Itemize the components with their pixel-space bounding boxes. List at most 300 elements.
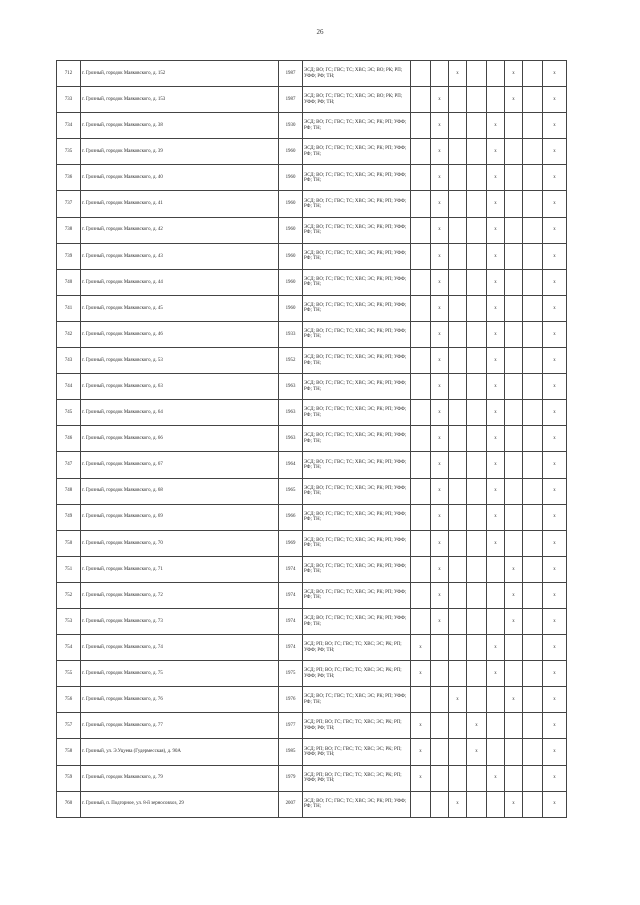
mark-cell [505,269,523,295]
mark-cell [523,556,543,582]
mark-cell [449,582,467,608]
engineering-systems: ЭСД; ВО; ГС; ГВС; ТС; ХВС; ЭС; РК; РП; УФФ; РФ; ТН; [303,374,411,400]
building-address: г. Грозный, городок Маяковского, д. 68 [81,478,279,504]
mark-cell [467,478,487,504]
mark-cell: x [487,452,505,478]
mark-cell [431,739,449,765]
mark-cell [467,530,487,556]
mark-cell: x [467,739,487,765]
building-address: г. Грозный, городок Маяковского, д. 66 [81,426,279,452]
table-row [57,608,567,634]
mark-cell: x [467,713,487,739]
row-number: 748 [57,478,81,504]
mark-cell: x [431,478,449,504]
build-year: 1987 [279,61,303,87]
row-number: 734 [57,113,81,139]
building-address: г. Грозный, городок Маяковского, д. 75 [81,661,279,687]
mark-cell [505,426,523,452]
mark-cell: x [431,217,449,243]
mark-cell [505,635,523,661]
mark-cell: x [487,348,505,374]
mark-cell: x [431,608,449,634]
mark-cell: x [431,348,449,374]
mark-cell [467,556,487,582]
building-address: г. Грозный, городок Маяковского, д. 77 [81,713,279,739]
build-year: 1960 [279,295,303,321]
row-number: 737 [57,191,81,217]
mark-cell: x [505,791,523,817]
mark-cell: x [487,765,505,791]
mark-cell [449,478,467,504]
row-number: 747 [57,452,81,478]
mark-cell [487,87,505,113]
mark-cell [449,139,467,165]
mark-cell: x [505,608,523,634]
mark-cell: x [543,243,567,269]
table-row [57,530,567,556]
mark-cell [411,530,431,556]
mark-cell [505,348,523,374]
mark-cell [523,269,543,295]
mark-cell: x [487,139,505,165]
mark-cell: x [543,426,567,452]
mark-cell [467,87,487,113]
mark-cell [467,348,487,374]
mark-cell [523,374,543,400]
building-address: г. Грозный, городок Маяковского, д. 67 [81,452,279,478]
mark-cell [411,321,431,347]
table-row [57,217,567,243]
mark-cell [449,739,467,765]
engineering-systems: ЭСД; ВО; ГС; ГВС; ТС; ХВС; ЭС; РК; РП; УФФ; РФ; ТН; [303,452,411,478]
row-number: 745 [57,400,81,426]
row-number: 752 [57,582,81,608]
mark-cell [411,87,431,113]
mark-cell [449,713,467,739]
engineering-systems: ЭСД; ВО; ГС; ГВС; ТС; ХВС; ЭС; РК; РП; УФФ; РФ; ТН; [303,217,411,243]
build-year: 1963 [279,400,303,426]
mark-cell: x [431,374,449,400]
table-row [57,478,567,504]
table-row [57,269,567,295]
building-address: г. Грозный, городок Маяковского, д. 70 [81,530,279,556]
mark-cell: x [431,113,449,139]
build-year: 1960 [279,243,303,269]
mark-cell [505,139,523,165]
building-address: г. Грозный, городок Маяковского, д. 40 [81,165,279,191]
mark-cell [467,61,487,87]
mark-cell [523,113,543,139]
table-row [57,61,567,87]
mark-cell: x [431,556,449,582]
mark-cell [449,452,467,478]
building-address: г. Грозный, городок Маяковского, д. 44 [81,269,279,295]
mark-cell [487,713,505,739]
engineering-systems: ЭСД; ВО; ГС; ГВС; ТС; ХВС; ЭС; РК; РП; УФФ; РФ; ТН; [303,478,411,504]
mark-cell: x [543,452,567,478]
building-address: г. Грозный, городок Маяковского, д. 74 [81,635,279,661]
mark-cell: x [543,400,567,426]
mark-cell [449,113,467,139]
mark-cell [523,478,543,504]
mark-cell: x [431,426,449,452]
mark-cell [505,295,523,321]
mark-cell: x [487,426,505,452]
mark-cell [467,608,487,634]
mark-cell [411,608,431,634]
mark-cell [467,217,487,243]
engineering-systems: ЭСД; ВО; ГС; ГВС; ТС; ХВС; ЭС; РК; РП; УФФ; РФ; ТН; [303,269,411,295]
mark-cell: x [431,452,449,478]
row-number: 742 [57,321,81,347]
mark-cell [411,269,431,295]
engineering-systems: ЭСД; ВО; ГС; ГВС; ТС; ХВС; ЭС; РК; РП; УФФ; РФ; ТН; [303,582,411,608]
mark-cell [487,608,505,634]
build-year: 1974 [279,635,303,661]
mark-cell [449,321,467,347]
row-number: 741 [57,295,81,321]
row-number: 758 [57,739,81,765]
build-year: 1974 [279,556,303,582]
table-row [57,295,567,321]
engineering-systems: ЭСД; ВО; ГС; ГВС; ТС; ХВС; ЭС; РК; РП; УФФ; РФ; ТН; [303,165,411,191]
building-address: г. Грозный, городок Маяковского, д. 53 [81,348,279,374]
mark-cell [467,113,487,139]
building-address: г. Грозный, городок Маяковского, д. 153 [81,87,279,113]
table-row [57,635,567,661]
row-number: 759 [57,765,81,791]
mark-cell [411,400,431,426]
build-year: 1960 [279,139,303,165]
table-row [57,165,567,191]
mark-cell [523,765,543,791]
engineering-systems: ЭСД; РП; ВО; ГС; ГВС; ТС; ХВС; ЭС; РК; РП; УФФ; РФ; ТН; [303,713,411,739]
table-row [57,739,567,765]
mark-cell: x [543,191,567,217]
table-row [57,113,567,139]
mark-cell [411,165,431,191]
mark-cell [431,713,449,739]
engineering-systems: ЭСД; ВО; ГС; ГВС; ТС; ХВС; ЭС; РК; РП; УФФ; РФ; ТН; [303,321,411,347]
mark-cell [467,295,487,321]
mark-cell [523,295,543,321]
mark-cell [449,400,467,426]
mark-cell [487,791,505,817]
build-year: 1976 [279,687,303,713]
mark-cell [523,87,543,113]
mark-cell [487,556,505,582]
mark-cell: x [411,661,431,687]
row-number: 751 [57,556,81,582]
engineering-systems: ЭСД; ВО; ГС; ГВС; ТС; ХВС; ЭС; РК; РП; УФФ; РФ; ТН; [303,295,411,321]
mark-cell: x [505,61,523,87]
build-year: 1960 [279,269,303,295]
mark-cell [523,608,543,634]
mark-cell: x [487,478,505,504]
table-row [57,687,567,713]
mark-cell: x [543,165,567,191]
mark-cell: x [431,530,449,556]
mark-cell [467,269,487,295]
row-number: 733 [57,87,81,113]
mark-cell [467,791,487,817]
mark-cell [505,243,523,269]
mark-cell: x [431,295,449,321]
build-year: 1952 [279,348,303,374]
mark-cell: x [431,504,449,530]
building-address: г. Грозный, городок Маяковского, д. 152 [81,61,279,87]
building-address: г. Грозный, п. Подгорное, ул. 8-й зерносовхоз, 29 [81,791,279,817]
mark-cell: x [487,661,505,687]
mark-cell [523,713,543,739]
mark-cell: x [543,713,567,739]
mark-cell [523,191,543,217]
mark-cell [505,452,523,478]
mark-cell: x [543,113,567,139]
mark-cell: x [543,739,567,765]
page-number: 26 [316,28,324,36]
mark-cell [467,139,487,165]
build-year: 1964 [279,452,303,478]
mark-cell: x [487,269,505,295]
engineering-systems: ЭСД; ВО; ГС; ГВС; ТС; ХВС; ЭС; ВО; РК; РП; УФФ; РФ; ТН; [303,61,411,87]
build-year: 1963 [279,426,303,452]
mark-cell: x [543,635,567,661]
mark-cell: x [411,713,431,739]
table-row [57,348,567,374]
mark-cell [487,739,505,765]
engineering-systems: ЭСД; ВО; ГС; ГВС; ТС; ХВС; ЭС; РК; РП; УФФ; РФ; ТН; [303,400,411,426]
row-number: 735 [57,139,81,165]
build-year: 1960 [279,165,303,191]
building-address: г. Грозный, городок Маяковского, д. 41 [81,191,279,217]
table-row [57,321,567,347]
table-row [57,791,567,817]
mark-cell [449,530,467,556]
mark-cell: x [543,687,567,713]
mark-cell [449,243,467,269]
mark-cell [523,348,543,374]
mark-cell: x [487,217,505,243]
mark-cell [523,635,543,661]
building-register-table [56,60,567,818]
mark-cell: x [505,582,523,608]
row-number: 744 [57,374,81,400]
build-year: 1965 [279,478,303,504]
build-year: 1985 [279,739,303,765]
build-year: 1975 [279,661,303,687]
row-number: 712 [57,61,81,87]
mark-cell: x [505,556,523,582]
mark-cell [467,243,487,269]
mark-cell: x [411,739,431,765]
engineering-systems: ЭСД; ВО; ГС; ГВС; ТС; ХВС; ЭС; РК; РП; УФФ; РФ; ТН; [303,608,411,634]
mark-cell: x [449,61,467,87]
row-number: 755 [57,661,81,687]
mark-cell [431,635,449,661]
row-number: 753 [57,608,81,634]
mark-cell [431,765,449,791]
mark-cell [449,374,467,400]
build-year: 1966 [279,504,303,530]
row-number: 756 [57,687,81,713]
building-address: г. Грозный, городок Маяковского, д. 42 [81,217,279,243]
mark-cell: x [543,791,567,817]
mark-cell [449,165,467,191]
engineering-systems: ЭСД; РП; ВО; ГС; ГВС; ТС; ХВС; ЭС; РК; РП; УФФ; РФ; ТН; [303,739,411,765]
building-address: г. Грозный, городок Маяковского, д. 71 [81,556,279,582]
mark-cell: x [487,374,505,400]
mark-cell [523,426,543,452]
mark-cell [449,269,467,295]
mark-cell [467,321,487,347]
mark-cell [505,113,523,139]
mark-cell [523,452,543,478]
mark-cell [449,608,467,634]
table-row [57,582,567,608]
mark-cell [411,452,431,478]
mark-cell [449,765,467,791]
table-row [57,87,567,113]
mark-cell [467,452,487,478]
mark-cell [505,191,523,217]
mark-cell [467,374,487,400]
mark-cell [505,530,523,556]
mark-cell: x [449,687,467,713]
mark-cell [411,426,431,452]
mark-cell: x [487,504,505,530]
engineering-systems: ЭСД; ВО; ГС; ГВС; ТС; ХВС; ЭС; РК; РП; УФФ; РФ; ТН; [303,687,411,713]
table-row [57,452,567,478]
mark-cell: x [487,530,505,556]
build-year: 1974 [279,608,303,634]
mark-cell: x [543,61,567,87]
mark-cell [411,582,431,608]
mark-cell: x [505,687,523,713]
mark-cell: x [431,321,449,347]
mark-cell [523,400,543,426]
mark-cell [467,582,487,608]
mark-cell: x [487,295,505,321]
table-row [57,374,567,400]
table-row [57,765,567,791]
mark-cell [449,295,467,321]
table-row [57,139,567,165]
mark-cell [505,661,523,687]
mark-cell [523,687,543,713]
mark-cell: x [543,321,567,347]
mark-cell: x [487,113,505,139]
mark-cell [523,139,543,165]
engineering-systems: ЭСД; ВО; ГС; ГВС; ТС; ХВС; ЭС; РК; РП; УФФ; РФ; ТН; [303,113,411,139]
mark-cell [411,478,431,504]
mark-cell [505,713,523,739]
building-address: г. Грозный, городок Маяковского, д. 79 [81,765,279,791]
mark-cell [411,374,431,400]
table-row [57,504,567,530]
build-year: 1969 [279,530,303,556]
mark-cell [505,739,523,765]
mark-cell [467,765,487,791]
mark-cell: x [487,321,505,347]
mark-cell: x [543,504,567,530]
mark-cell: x [543,661,567,687]
mark-cell [467,635,487,661]
mark-cell [523,504,543,530]
mark-cell [411,348,431,374]
table-row [57,426,567,452]
mark-cell [505,504,523,530]
mark-cell: x [543,478,567,504]
building-address: г. Грозный, городок Маяковского, д. 73 [81,608,279,634]
mark-cell [523,61,543,87]
mark-cell [523,217,543,243]
building-address: г. Грозный, городок Маяковского, д. 38 [81,113,279,139]
mark-cell [505,374,523,400]
mark-cell [411,139,431,165]
build-year: 1987 [279,87,303,113]
row-number: 738 [57,217,81,243]
mark-cell [505,400,523,426]
mark-cell: x [487,191,505,217]
mark-cell [411,191,431,217]
mark-cell: x [543,582,567,608]
mark-cell: x [431,139,449,165]
engineering-systems: ЭСД; ВО; ГС; ГВС; ТС; ХВС; ЭС; РК; РП; УФФ; РФ; ТН; [303,426,411,452]
mark-cell [523,582,543,608]
mark-cell [449,556,467,582]
building-address: г. Грозный, городок Маяковского, д. 63 [81,374,279,400]
mark-cell [523,243,543,269]
building-address: г. Грозный, городок Маяковского, д. 69 [81,504,279,530]
building-address: г. Грозный, городок Маяковского, д. 39 [81,139,279,165]
engineering-systems: ЭСД; ВО; ГС; ГВС; ТС; ХВС; ЭС; РК; РП; УФФ; РФ; ТН; [303,191,411,217]
mark-cell: x [543,348,567,374]
table-row [57,191,567,217]
mark-cell [467,426,487,452]
mark-cell [505,321,523,347]
mark-cell: x [431,582,449,608]
building-address: г. Грозный, городок Маяковского, д. 45 [81,295,279,321]
engineering-systems: ЭСД; РП; ВО; ГС; ГВС; ТС; ХВС; ЭС; РК; РП; УФФ; РФ; ТН; [303,661,411,687]
row-number: 743 [57,348,81,374]
mark-cell: x [487,243,505,269]
mark-cell [411,504,431,530]
mark-cell: x [543,295,567,321]
mark-cell: x [431,87,449,113]
mark-cell: x [487,400,505,426]
build-year: 1930 [279,113,303,139]
mark-cell: x [543,556,567,582]
table-row [57,713,567,739]
mark-cell [487,61,505,87]
mark-cell [523,321,543,347]
mark-cell: x [431,165,449,191]
mark-cell [467,661,487,687]
mark-cell [523,165,543,191]
mark-cell [449,635,467,661]
engineering-systems: ЭСД; ВО; ГС; ГВС; ТС; ХВС; ЭС; ВО; РК; РП; УФФ; РФ; ТН; [303,87,411,113]
mark-cell [523,739,543,765]
mark-cell [411,217,431,243]
mark-cell: x [431,400,449,426]
row-number: 740 [57,269,81,295]
mark-cell: x [543,139,567,165]
build-year: 1960 [279,217,303,243]
mark-cell: x [543,374,567,400]
mark-cell: x [543,269,567,295]
mark-cell: x [505,87,523,113]
